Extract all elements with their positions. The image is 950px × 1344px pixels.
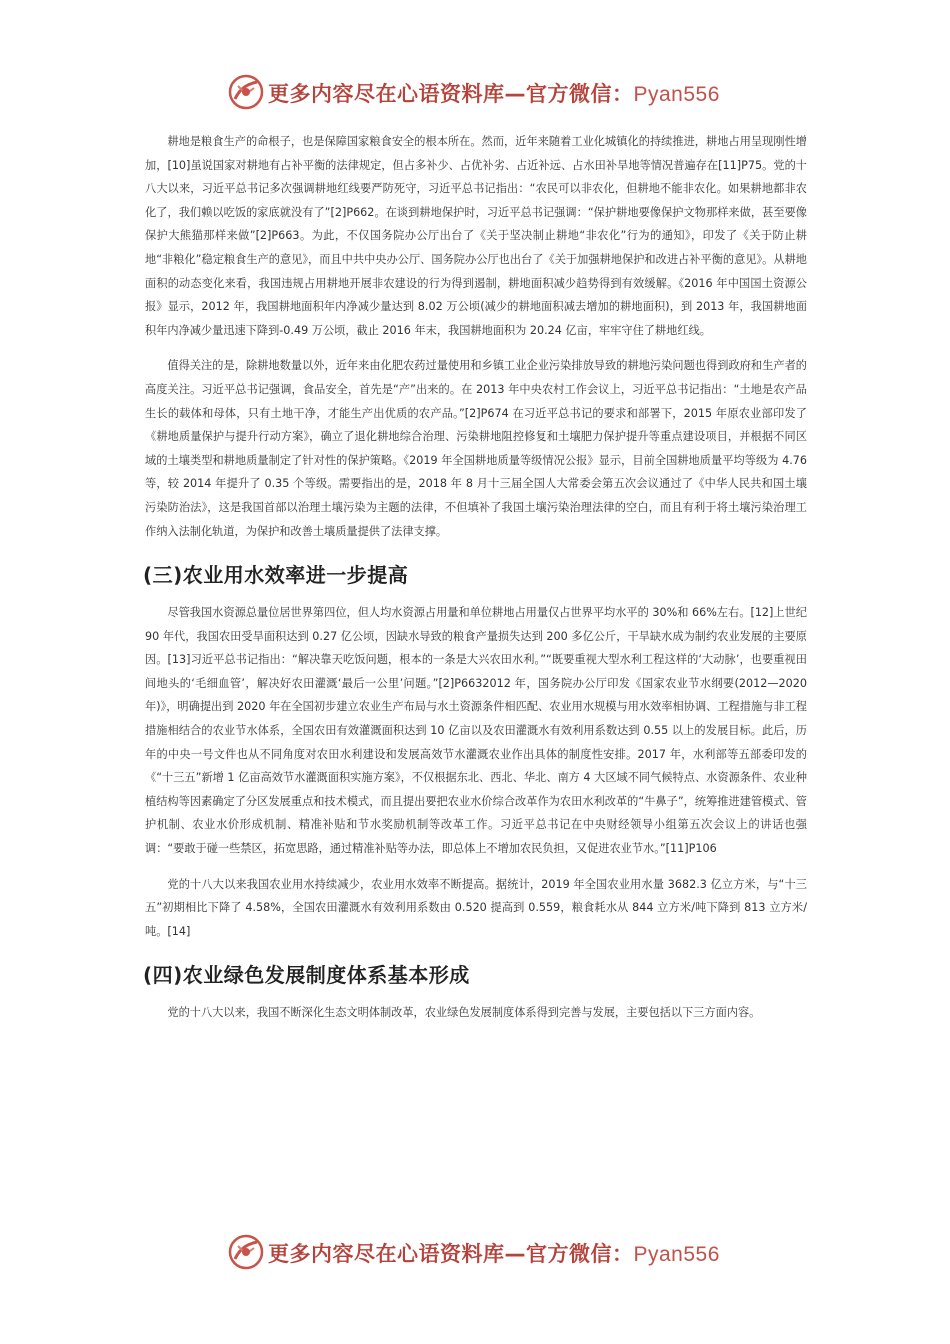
section-heading: (四)农业绿色发展制度体系基本形成 [143,963,470,988]
banner-wechat-id: Pyan556 [633,1243,720,1266]
brand-logo-icon [226,72,266,112]
banner-wechat-id: Pyan556 [633,83,720,106]
body-paragraph: 党的十八大以来，我国不断深化生态文明体制改革，农业绿色发展制度体系得到完善与发展，主要包括以下三方面内容。 [167,1006,761,1020]
footer-banner [0,1230,950,1274]
brand-logo-icon [226,1232,266,1272]
document-body [145,130,807,1025]
banner-text [268,1238,720,1268]
banner-cn-text: 更多内容尽在心语资料库—官方微信： [268,82,634,106]
section-heading: (三)农业用水效率进一步提高 [143,563,409,588]
body-paragraph: 耕地是粮食生产的命根子，也是保障国家粮食安全的根本所在。然而，近年来随着工业化城镇化的持续推进，耕地占用呈现刚性增加，[10]虽说国家对耕地有占补平衡的法律规定，但占多补少、占优补劣、占近补远、占水田补旱地等情况普遍存在[11]P75。党的十八大以来，习近平总书记多次强调耕地红线要严防死守，习近平总书记指出：“农民可以非农化，但耕地不能非农化。如果耕地都非农化了，我们赖以吃饭的家底就没有了”[2]P662。在谈到耕地保护时，习近平总书记强调：“保护耕地要像保护文物那样来做，甚至要像保护大熊猫那样来做”[2]P663。为此，不仅国务院办公厅出台了《关于坚决制止耕地“非农化”行为的通知》，印发了《关于防止耕地“非粮化”稳定粮食生产的意见》，而且中共中央办公厅、国务院办公厅也出台了《关于加强耕地保护和改进占补平衡的意见》。从耕地面积的动态变化来看，我国违规占用耕地开展非农建设的行为得到遏制，耕地面积减少趋势得到有效缓解。《2016 年中国国土资源公报》显示，2012 年，我国耕地面积年内净减少量达到 8.02 万公顷(减少的耕地面积减去增加的耕地面积)，到 2013 年，我国耕地面积年内净减少量迅速下降到-0.49 万公顷，截止 2016 年末，我国耕地面积为 20.24 亿亩，牢牢守住了耕地红线。 [145,135,807,337]
header-banner [0,70,950,114]
body-paragraph: 尽管我国水资源总量位居世界第四位，但人均水资源占用量和单位耕地占用量仅占世界平均水平的 30%和 66%左右。[12]上世纪 90 年代，我国农田受旱面积达到 0.27 亿公顷，因缺水导致的粮食产量损失达到 200 多亿公斤，干旱缺水成为制约农业发展的主要原因。[13]习近平总书记指出：“解决靠天吃饭问题，根本的一条是大兴农田水利。”“既要重视大型水利工程这样的‘大动脉’，也要重视田间地头的‘毛细血管’，解决好农田灌溉‘最后一公里’问题。”[2]P6632012 年，国务院办公厅印发《国家农业节水纲要(2012—2020 年)》，明确提出到 2020 年在全国初步建立农业生产布局与水土资源条件相匹配、农业用水规模与用水效率相协调、工程措施与非工程措施相结合的农业节水体系，全国农田有效灌溉面积达到 10 亿亩以及农田灌溉水有效利用系数达到 0.55 以上的发展目标。此后，历年的中央一号文件也从不同角度对农田水利建设和发展高效节水灌溉农业作出具体的制度性安排。2017 年，水利部等五部委印发的《“十三五”新增 1 亿亩高效节水灌溉面积实施方案》，不仅根据东北、西北、华北、南方 4 大区域不同气候特点、水资源条件、农业种植结构等因素确定了分区发展重点和技术模式，而且提出要把农业水价综合改革作为农田水利改革的“牛鼻子”，统筹推进建管模式、管护机制、农业水价形成机制、精准补贴和节水奖励机制等改革工作。习近平总书记在中央财经领导小组第五次会议上的讲话也强调：“要敢于碰一些禁区，拓宽思路，通过精准补贴等办法，即总体上不增加农民负担，又促进农业节水。”[11]P106 [145,606,807,856]
body-paragraph: 值得关注的是，除耕地数量以外，近年来由化肥农药过量使用和乡镇工业企业污染排放导致的耕地污染问题也得到政府和生产者的高度关注。习近平总书记强调，食品安全，首先是“产”出来的。在 2013 年中央农村工作会议上，习近平总书记指出：“土地是农产品生长的载体和母体，只有土地干净，才能生产出优质的农产品。”[2]P674 在习近平总书记的要求和部署下，2015 年原农业部印发了《耕地质量保护与提升行动方案》，确立了退化耕地综合治理、污染耕地阻控修复和土壤肥力保护提升等重点建设项目，并根据不同区域的土壤类型和耕地质量制定了针对性的保护策略。《2019 年全国耕地质量等级情况公报》显示，目前全国耕地质量平均等级为 4.76 等，较 2014 年提升了 0.35 个等级。需要指出的是，2018 年 8 月十三届全国人大常委会第五次会议通过了《中华人民共和国土壤污染防治法》，这是我国首部以治理土壤污染为主题的法律，不但填补了我国土壤污染治理法律的空白，而且有利于将土壤污染治理工作纳入法制化轨道，为保护和改善土壤质量提供了法律支撑。 [145,359,807,538]
banner-cn-text: 更多内容尽在心语资料库—官方微信： [268,1242,634,1266]
banner-text [268,78,720,108]
body-paragraph: 党的十八大以来我国农业用水持续减少，农业用水效率不断提高。据统计，2019 年全国农业用水量 3682.3 亿立方米，与“十三五”初期相比下降了 4.58%，全国农田灌溉水有效利用系数由 0.520 提高到 0.559，粮食耗水从 844 立方米/吨下降到 813 立方米/吨。[14] [145,877,807,938]
